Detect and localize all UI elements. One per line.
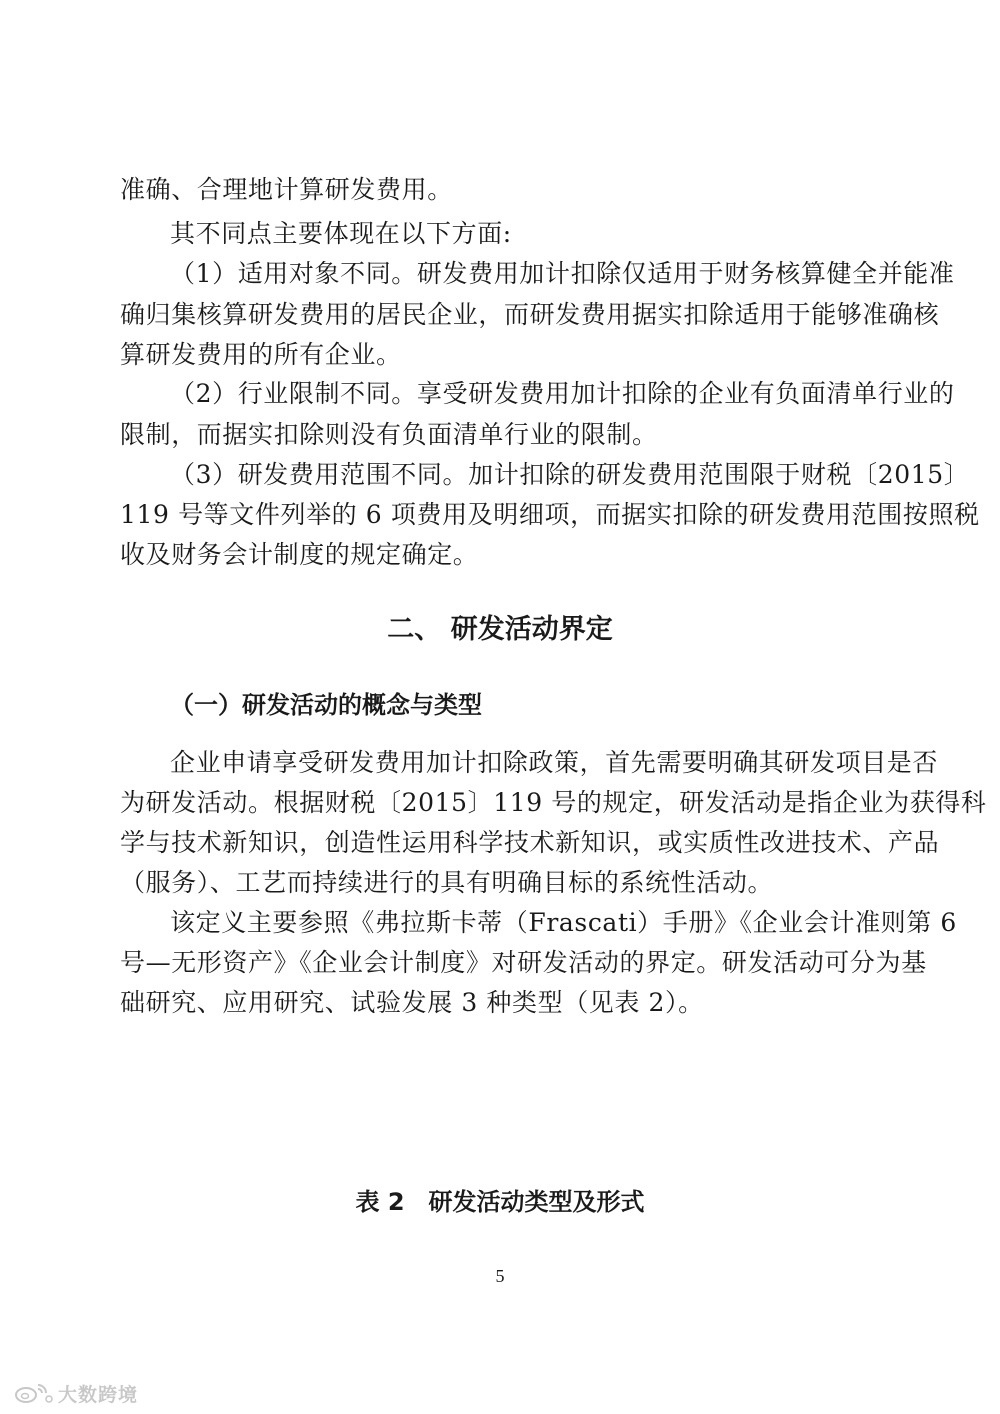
item3-line1: （3）研发费用范围不同。加计扣除的研发费用范围限于财税〔2015〕 xyxy=(170,460,970,489)
table-title: 表 2 研发活动类型及形式 xyxy=(355,1188,645,1216)
differences-intro: 其不同点主要体现在以下方面: xyxy=(170,219,512,248)
para1-line2: 为研发活动。根据财税〔2015〕119 号的规定，研发活动是指企业为获得科 xyxy=(120,788,987,817)
watermark-text: 大数跨境 xyxy=(58,1383,139,1406)
item1-line2: 确归集核算研发费用的居民企业，而研发费用据实扣除适用于能够准确核 xyxy=(120,300,940,329)
item3-line3: 收及财务会计制度的规定确定。 xyxy=(120,540,479,569)
para2-line1: 该定义主要参照《弗拉斯卡蒂（Frascati）手册》《企业会计准则第 6 xyxy=(170,908,957,937)
weibo-logo-icon xyxy=(14,1381,54,1405)
item2-line1: （2）行业限制不同。享受研发费用加计扣除的企业有负面清单行业的 xyxy=(170,379,955,408)
para1-line1: 企业申请享受研发费用加计扣除政策，首先需要明确其研发项目是否 xyxy=(170,748,939,777)
para1-line4: （服务）、工艺而持续进行的具有明确目标的系统性活动。 xyxy=(120,868,774,897)
continuation-line: 准确、合理地计算研发费用。 xyxy=(120,175,453,204)
subsection-heading: （一）研发活动的概念与类型 xyxy=(170,691,482,719)
para1-line3: 学与技术新知识，创造性运用科学技术新知识，或实质性改进技术、产品 xyxy=(120,828,940,857)
page-number: 5 xyxy=(495,1266,505,1286)
item1-line3: 算研发费用的所有企业。 xyxy=(120,340,402,369)
item1-line1: （1）适用对象不同。研发费用加计扣除仅适用于财务核算健全并能准 xyxy=(170,259,955,288)
watermark xyxy=(14,1380,138,1406)
item3-line2: 119 号等文件列举的 6 项费用及明细项，而据实扣除的研发费用范围按照税 xyxy=(120,500,980,529)
para2-line3: 础研究、应用研究、试验发展 3 种类型（见表 2）。 xyxy=(120,988,704,1017)
para2-line2: 号—无形资产》《企业会计制度》对研发活动的界定。研发活动可分为基 xyxy=(120,948,927,977)
item2-line2: 限制，而据实扣除则没有负面清单行业的限制。 xyxy=(120,420,658,449)
section-heading: 二、 研发活动界定 xyxy=(387,614,613,645)
